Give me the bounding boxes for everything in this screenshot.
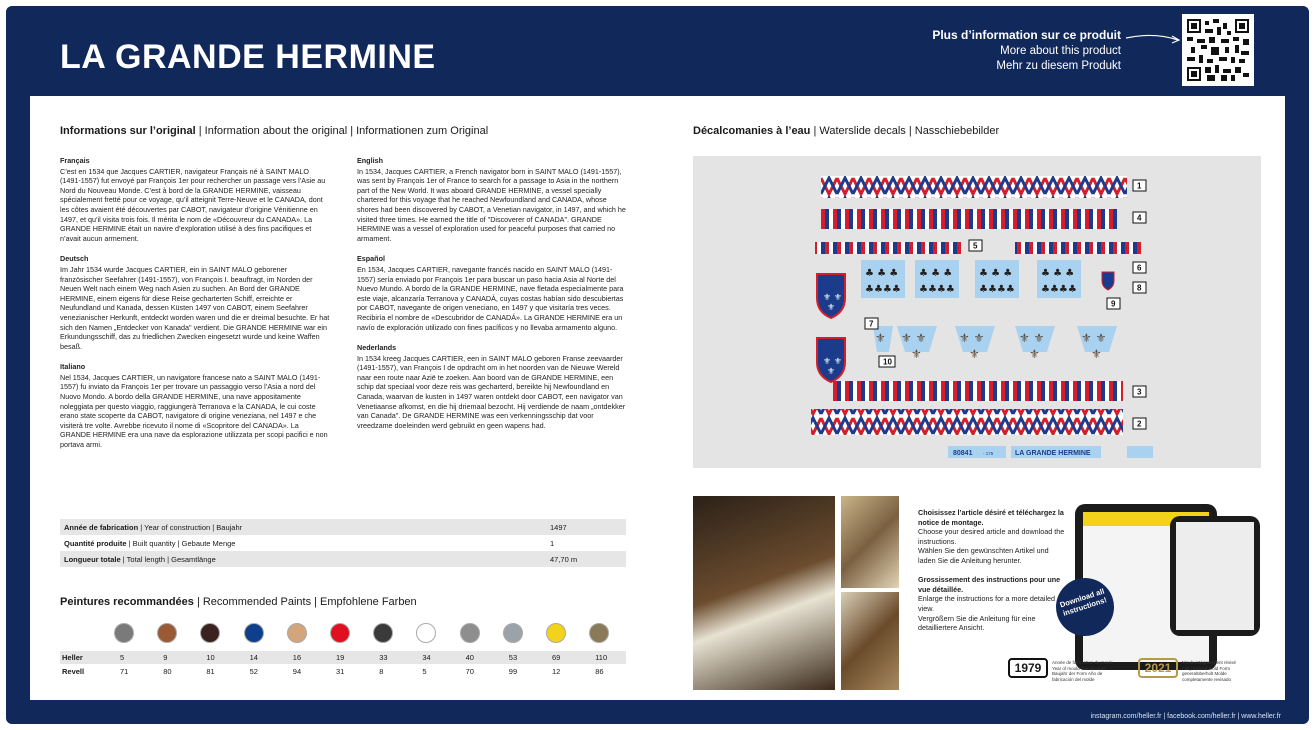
instr-en: Choose your desired article and download the instructions. [918, 527, 1065, 546]
text-italian [60, 362, 330, 449]
paint-swatch [460, 623, 480, 643]
revell-code: 31 [336, 667, 345, 676]
revell-code: 80 [163, 667, 172, 676]
revell-code: 81 [206, 667, 215, 676]
arrow-icon [1124, 30, 1184, 50]
svg-text:♣♣♣♣: ♣♣♣♣ [865, 284, 901, 295]
content-panel [30, 96, 1285, 700]
decal-number: 1 [1137, 181, 1142, 191]
svg-text:⚜: ⚜ [1029, 347, 1040, 361]
box-frame [6, 6, 1309, 724]
svg-text:♣ ♣ ♣: ♣ ♣ ♣ [865, 268, 899, 279]
decal-number: 4 [1137, 213, 1142, 223]
fact-label: Longueur totale [64, 554, 121, 564]
paint-swatch [503, 623, 523, 643]
original-heading-bold: Informations sur l’original [60, 125, 196, 137]
revell-code: 94 [292, 667, 302, 676]
decal-ref-suffix: - 175 [983, 451, 994, 456]
paints-heading [60, 596, 417, 608]
heller-code: 5 [120, 653, 125, 662]
revell-code: 70 [465, 667, 474, 676]
instr-en2: Enlarge the instructions for a more detailed view. [918, 594, 1056, 613]
fact-row [60, 551, 626, 567]
svg-text:⚜ ⚜: ⚜ ⚜ [823, 357, 842, 367]
fact-label-rest: | Built quantity | Gebaute Menge [126, 538, 236, 548]
text-column-right [357, 156, 627, 441]
page-title: LA GRANDE HERMINE [60, 38, 436, 76]
more-info-de: Mehr zu diesem Produkt [996, 60, 1121, 72]
decal-number: 7 [869, 319, 874, 329]
decal-ref: 80841 [953, 450, 973, 457]
revell-code: 12 [552, 667, 561, 676]
revell-code: 5 [422, 667, 427, 676]
revell-code: 86 [595, 667, 604, 676]
lang-body: Im Jahr 1534 wurde Jacques CARTIER, ein in SAINT MALO geborener französischer Seefahrer (1491-1557), von François I. beauftragt, im Norden der Neuen Welt nach einem Weg nach Asien zu suchen. An Bord der GRANDE HERMINE, einem eigens für diese Reise gecharterten Schiff, erreichte er Neufundland und Kanada, dessen Küsten 1497 von CABOT, einem Seefahrer venezianischer Herkunft, entdeckt worden waren und die er dreimal besuchte. Er hat sich den Namen „Entdecker von Kanada" verdient. Die GRANDE HERMINE war ein Erkundungsschiff, das zu friedlichen Zwecken eingesetzt wurde und keine Waffen besaß. [60, 264, 330, 351]
revell-code: 52 [249, 667, 258, 676]
svg-text:⚜: ⚜ [827, 303, 836, 313]
revised-year-label: Moule intégralement révisé Fully revised mold Form generalüberholt Molde completamente revisado [1182, 660, 1237, 682]
paint-swatch [373, 623, 393, 643]
instr-de: Wählen Sie den gewünschten Artikel und laden Sie die Anleitung herunter. [918, 546, 1049, 565]
svg-text:⚜: ⚜ [827, 367, 836, 377]
paint-swatch [546, 623, 566, 643]
detail-photo-2 [841, 592, 899, 690]
more-info-fr: Plus d’information sur ce produit [932, 28, 1121, 42]
svg-text:⚜ ⚜: ⚜ ⚜ [901, 331, 927, 345]
lang-body: En 1534, Jacques CARTIER, navegante francés nacido en SAINT MALO (1491-1557) sería enviado por François 1er para buscar un paso hacia Asia al Norte del Nuevo Mundo. A bordo de la GRANDE HERMINE, nave fletada especialmente para este viaje, alcanzaría Terranova y CANADÁ, cuyas costas habían sido descubiertas por CABOT, navegante de origen veneciano, en 1497 y que visitaría tres veces. Recibiría el nombre de «Descubridor de CANADÁ». La GRANDE HERMINE era un navío de exploración utilizado con fines pacíficos y no llevaba armamento alguno. [357, 264, 624, 332]
flag-decal [1127, 446, 1153, 458]
qr-code-icon [1187, 19, 1249, 81]
heller-code: 9 [163, 653, 168, 662]
fact-label-rest: | Total length | Gesamtlänge [120, 554, 216, 564]
lang-label: Español [357, 254, 385, 264]
more-info-en: More about this product [1000, 45, 1121, 57]
instr-fr: Choisissez l’article désiré et téléchargez la notice de montage. [918, 508, 1064, 527]
lang-label: English [357, 156, 383, 165]
decal-number: 6 [1137, 263, 1142, 273]
instr-fr2: Grossissement des instructions pour une vue détaillée. [918, 575, 1061, 594]
svg-text:⚜: ⚜ [875, 331, 886, 345]
paints-heading-bold: Peintures recommandées [60, 596, 194, 608]
decal-name: LA GRANDE HERMINE [1015, 450, 1091, 457]
header [6, 6, 1309, 96]
svg-text:⚜ ⚜: ⚜ ⚜ [1081, 331, 1107, 345]
heller-code: 16 [292, 653, 302, 662]
revell-label: Revell [62, 667, 85, 676]
text-german [60, 254, 330, 351]
lang-body: In 1534 kreeg Jacques CARTIER, een in SAINT MALO geboren Franse zeevaarder (1491-1557), van François I de opdracht om in het noorden van de Nieuwe Wereld naar een route naar Azië te zoeken. Aan boord van de GRANDE HERMINE, een schip dat speciaal voor deze reis was gecharterd, bereikte hij Newfoundland en Canada, waarvan de kusten in 1497 waren ontdekt door CABOT, een navigator van Venetiaanse afkomst, en die hij driemaal bezocht. Hij verdiende de naam „ontdekker van Canada". De GRANDE HERMINE was een verkenningsschip dat voor vreedzame doeleinden werd gebruikt en geen wapens had. [357, 353, 626, 430]
text-column-left [60, 156, 330, 461]
svg-text:♣♣♣♣: ♣♣♣♣ [979, 284, 1015, 295]
revised-year-badge: 2021 [1138, 658, 1178, 678]
instr-de2: Vergrößern Sie die Anleitung für eine detailliertere Ansicht. [918, 613, 1036, 633]
fact-label: Année de fabrication [64, 522, 139, 532]
social-footer[interactable]: instagram.com/heller.fr | facebook.com/heller.fr | www.heller.fr [1090, 713, 1281, 720]
svg-text:♣ ♣ ♣: ♣ ♣ ♣ [979, 268, 1013, 279]
paints-heading-rest: | Recommended Paints | Empfohlene Farben [193, 596, 417, 608]
lang-label: Deutsch [60, 254, 89, 264]
svg-text:⚜: ⚜ [1091, 347, 1102, 361]
lang-label: Français [60, 156, 90, 165]
paint-swatch [287, 623, 307, 643]
heller-code: 40 [465, 653, 474, 662]
lang-body: Nel 1534, Jacques CARTIER, un navigatore francese nato a SAINT MALO (1491-1557) fu inviato da François 1er per trovare un passaggio verso l’Asia a nord del Nuovo Mondo. A bordo della GRANDE HERMINE, una nave appositamente noleggiata per questo viaggio, raggiungerà Terranova e la CANADA, le cui coste erano state scoperte da CABOT, navigatore di origine veneziana, nel 1497 e che visiterà tre volte. Avrebbe ricevuto il nome di «Scopritore del CANADA». La GRANDE HERMINE era una nave da esplorazione utilizzata per scopi pacifici e non portava armi. [60, 372, 328, 450]
lang-label: Nederlands [357, 343, 397, 353]
fact-row [60, 519, 626, 535]
paint-swatch [244, 623, 264, 643]
lang-label: Italiano [60, 362, 86, 372]
decal-number: 8 [1137, 283, 1142, 293]
fact-value: 1497 [550, 522, 567, 532]
mould-year-label: Année de fabrication du moule Year of mould manufacture Baujahr der Form Año de fabricación del molde [1052, 660, 1114, 682]
decal-number: 9 [1111, 299, 1116, 309]
revell-code: 99 [508, 667, 518, 676]
paint-swatch [200, 623, 220, 643]
revell-row [60, 665, 626, 678]
text-english [357, 156, 627, 243]
svg-text:♣ ♣ ♣: ♣ ♣ ♣ [919, 268, 953, 279]
heller-code: 10 [206, 653, 215, 662]
heller-code: 69 [552, 653, 561, 662]
svg-text:♣ ♣ ♣: ♣ ♣ ♣ [1041, 268, 1075, 279]
heller-code: 53 [508, 653, 518, 662]
fact-value: 1 [550, 538, 555, 548]
detail-photo-1 [841, 496, 899, 588]
decals-heading-bold: Décalcomanies à l’eau [693, 125, 811, 137]
heller-code: 19 [336, 653, 345, 662]
more-info [932, 28, 1121, 74]
decal-number: 10 [883, 357, 892, 367]
paint-swatch [330, 623, 350, 643]
text-dutch [357, 343, 627, 430]
svg-text:⚜ ⚜: ⚜ ⚜ [823, 293, 842, 303]
revell-code: 71 [120, 667, 129, 676]
svg-text:♣♣♣♣: ♣♣♣♣ [1041, 284, 1077, 295]
decal-number: 5 [973, 241, 978, 251]
decals-heading [693, 125, 999, 137]
decal-sheet [693, 156, 1261, 468]
svg-text:⚜ ⚜: ⚜ ⚜ [1019, 331, 1045, 345]
download-badge[interactable]: Download all instructions! [1048, 570, 1121, 643]
original-heading-rest: | Information about the original | Informationen zum Original [195, 125, 489, 137]
phone-image [1170, 516, 1260, 636]
qr-code[interactable] [1182, 14, 1254, 86]
heller-code: 110 [595, 653, 608, 662]
mould-year-badge: 1979 [1008, 658, 1048, 678]
decals-heading-rest: | Waterslide decals | Nasschiebebilder [810, 125, 1000, 137]
revell-code: 8 [379, 667, 384, 676]
paint-swatch [589, 623, 609, 643]
original-heading [60, 125, 488, 137]
heller-label: Heller [62, 653, 83, 662]
fact-label-rest: | Year of construction | Baujahr [138, 522, 243, 532]
decal-number: 3 [1137, 387, 1142, 397]
heller-code: 33 [379, 653, 388, 662]
text-french [60, 156, 330, 243]
facts-table [60, 519, 626, 567]
fact-value: 47,70 m [550, 554, 578, 564]
text-spanish [357, 254, 627, 332]
svg-text:♣♣♣♣: ♣♣♣♣ [919, 284, 955, 295]
instructions-text [918, 508, 1068, 633]
heller-code: 14 [249, 653, 258, 662]
decal-number: 2 [1137, 419, 1142, 429]
heller-row [60, 651, 626, 664]
lang-body: In 1534, Jacques CARTIER, a French navigator born in SAINT MALO (1491-1557), was sent by François 1er of France to search for a passage to Asia in the northern part of the New World. It was aboard GRANDE HERMINE, a vessel specially chartered for this voyage that he reached Newfoundland and CANADA, whose shores had been discovered by CABOT, a Venetian navigator, in 1497, and which he visited three times. He earned the title of "Discoverer of CANADA". GRANDE HERMINE was a vessel of exploration used for peaceful purposes that carried no armament. [357, 166, 626, 243]
svg-text:⚜: ⚜ [969, 347, 980, 361]
svg-text:⚜ ⚜: ⚜ ⚜ [959, 331, 985, 345]
fact-row [60, 535, 626, 551]
lang-body: C’est en 1534 que Jacques CARTIER, navigateur Français né à SAINT MALO (1491-1557) fut envoyé par François 1er pour rechercher un passage vers l’Asie au Nord du Nouveau Monde. C’est à bord de la GRANDE HERMINE, vaisseau spécialement fretté pour ce voyage, qu’il atteignit Terre-Neuve et le CANADA, dont les côtes avaient été découvertes par CABOT, navigateur d’origine Vénitienne en 1497, et qu’il visita trois fois. Il mérita le nom de «Découvreur du CANADA». La GRANDE HERMINE était un navire d’exploration utilisé à des fins pacifiques et n’avait aucun armement. [60, 166, 326, 243]
ship-photo [693, 496, 835, 690]
svg-text:⚜: ⚜ [911, 347, 922, 361]
paint-swatch [114, 623, 134, 643]
decal-sheet-art [693, 156, 1261, 468]
fact-label: Quantité produite [64, 538, 127, 548]
paint-swatch [416, 623, 436, 643]
paint-swatch [157, 623, 177, 643]
heller-code: 34 [422, 653, 431, 662]
